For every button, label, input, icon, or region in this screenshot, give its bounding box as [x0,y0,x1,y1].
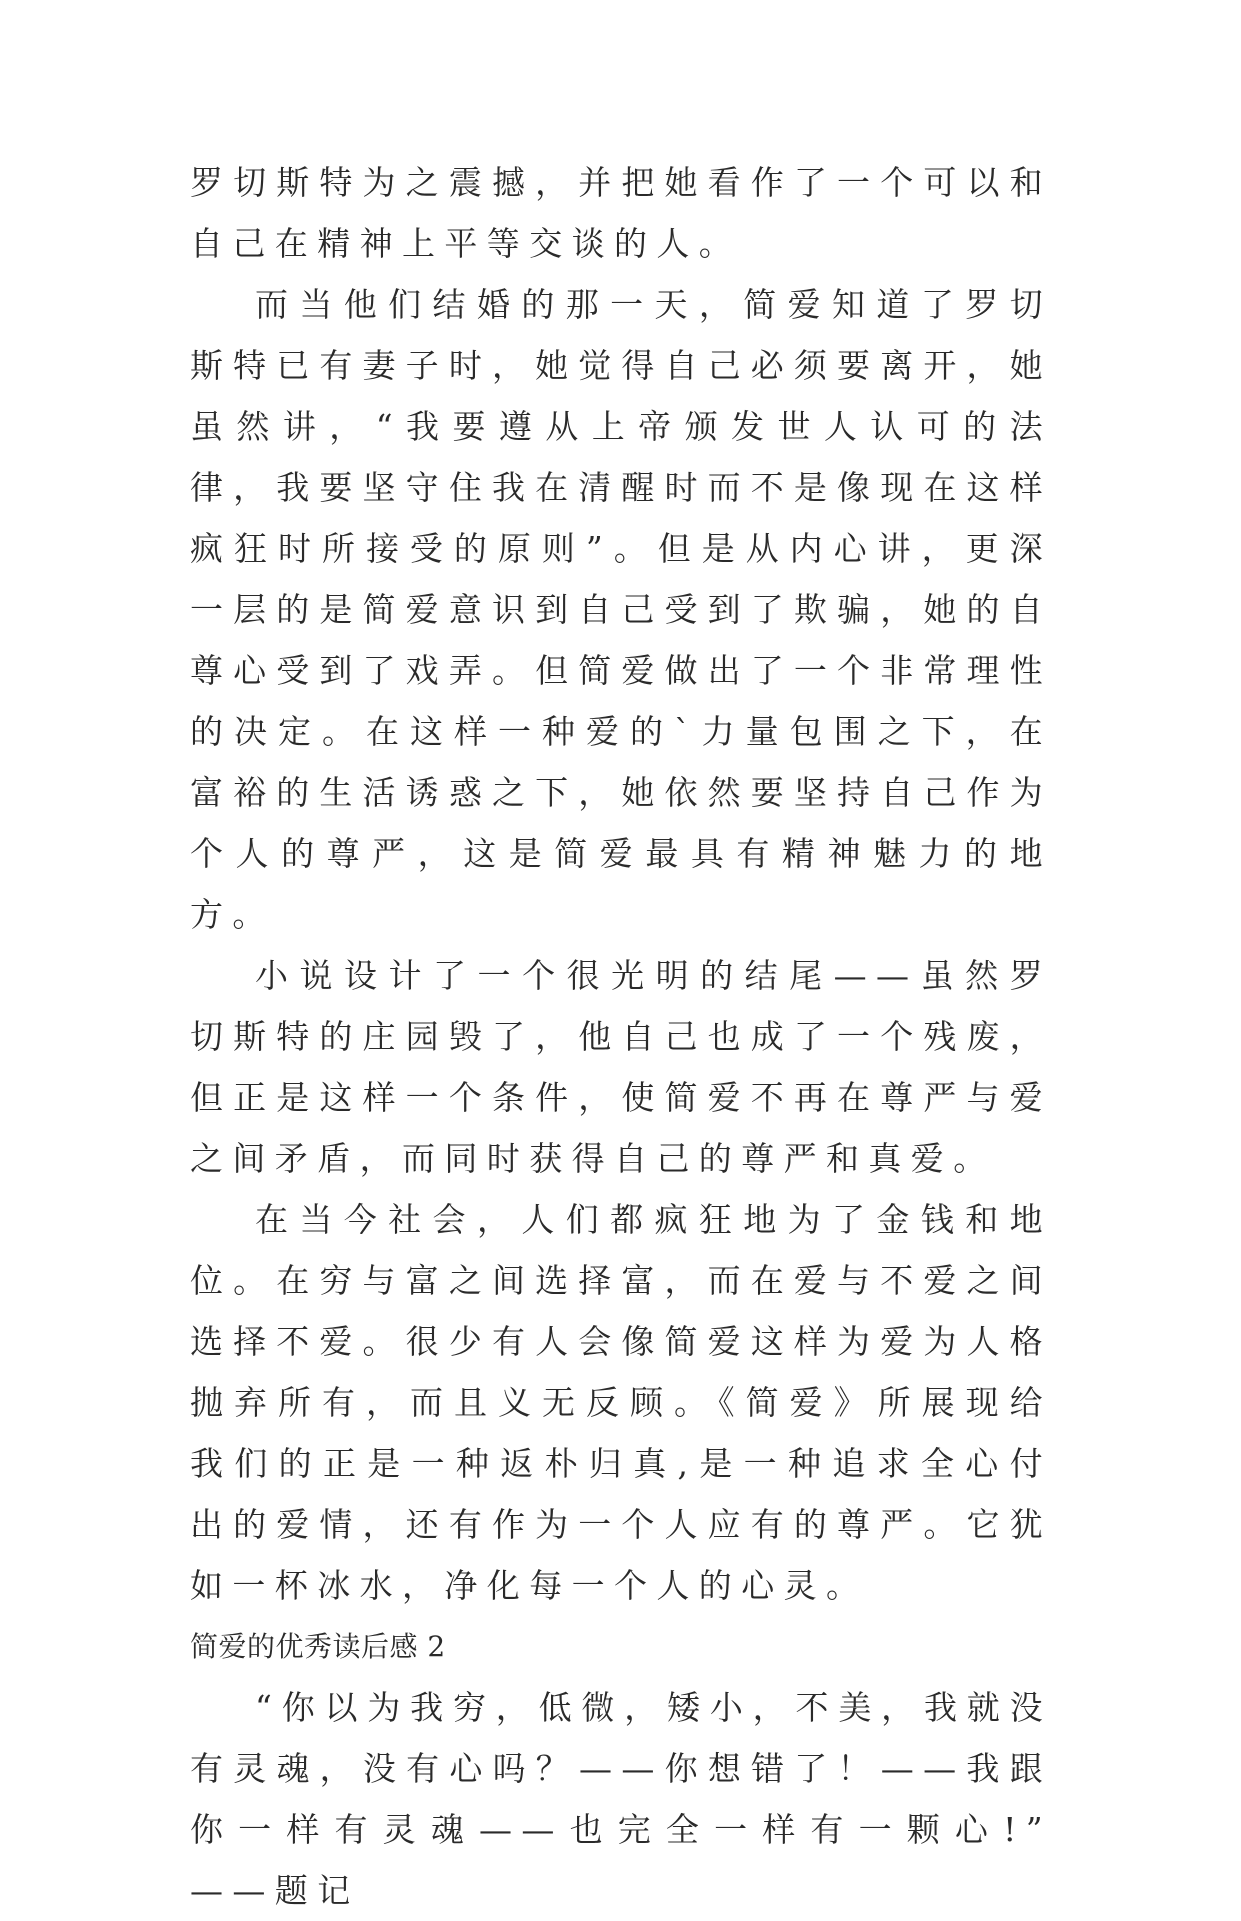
paragraph-wedding-day: 而当他们结婚的那一天，简爱知道了罗切斯特已有妻子时，她觉得自己必须要离开，她虽然讲，“我要遵从上帝颁发世人认可的法律，我要坚守住我在清醒时而不是像现在这样疯狂时所接受的原则”。但是从内心讲，更深一层的是简爱意识到自己受到了欺骗，她的自尊心受到了戏弄。但简爱做出了一个非常理性的决定。在这样一种爱的`力量包围之下，在富裕的生活诱惑之下，她依然要坚持自己作为个人的尊严，这是简爱最具有精神魅力的地方。 [190,285,1052,934]
paragraph-continuation: 罗切斯特为之震撼，并把她看作了一个可以和自己在精神上平等交谈的人。 [190,163,1052,263]
paragraph-modern-society: 在当今社会，人们都疯狂地为了金钱和地位。在穷与富之间选择富，而在爱与不爱之间选择不爱。很少有人会像简爱这样为爱为人格抛弃所有，而且义无反顾。《简爱》所展现给我们的正是一种返朴归真,是一种追求全心付出的爱情，还有作为一个人应有的尊严。它犹如一杯冰水，净化每一个人的心灵。 [190,1200,1052,1605]
paragraph-novel-ending: 小说设计了一个很光明的结尾——虽然罗切斯特的庄园毁了，他自己也成了一个残废，但正是这样一个条件，使简爱不再在尊严与爱之间矛盾，而同时获得自己的尊严和真爱。 [190,956,1052,1178]
section-heading: 简爱的优秀读后感 2 [190,1630,446,1663]
document-page [190,152,1052,1921]
epigraph-quote: “你以为我穷，低微，矮小，不美，我就没有灵魂，没有心吗？——你想错了！——我跟你一样有灵魂——也完全一样有一颗心!” ——题记 [190,1688,1052,1910]
